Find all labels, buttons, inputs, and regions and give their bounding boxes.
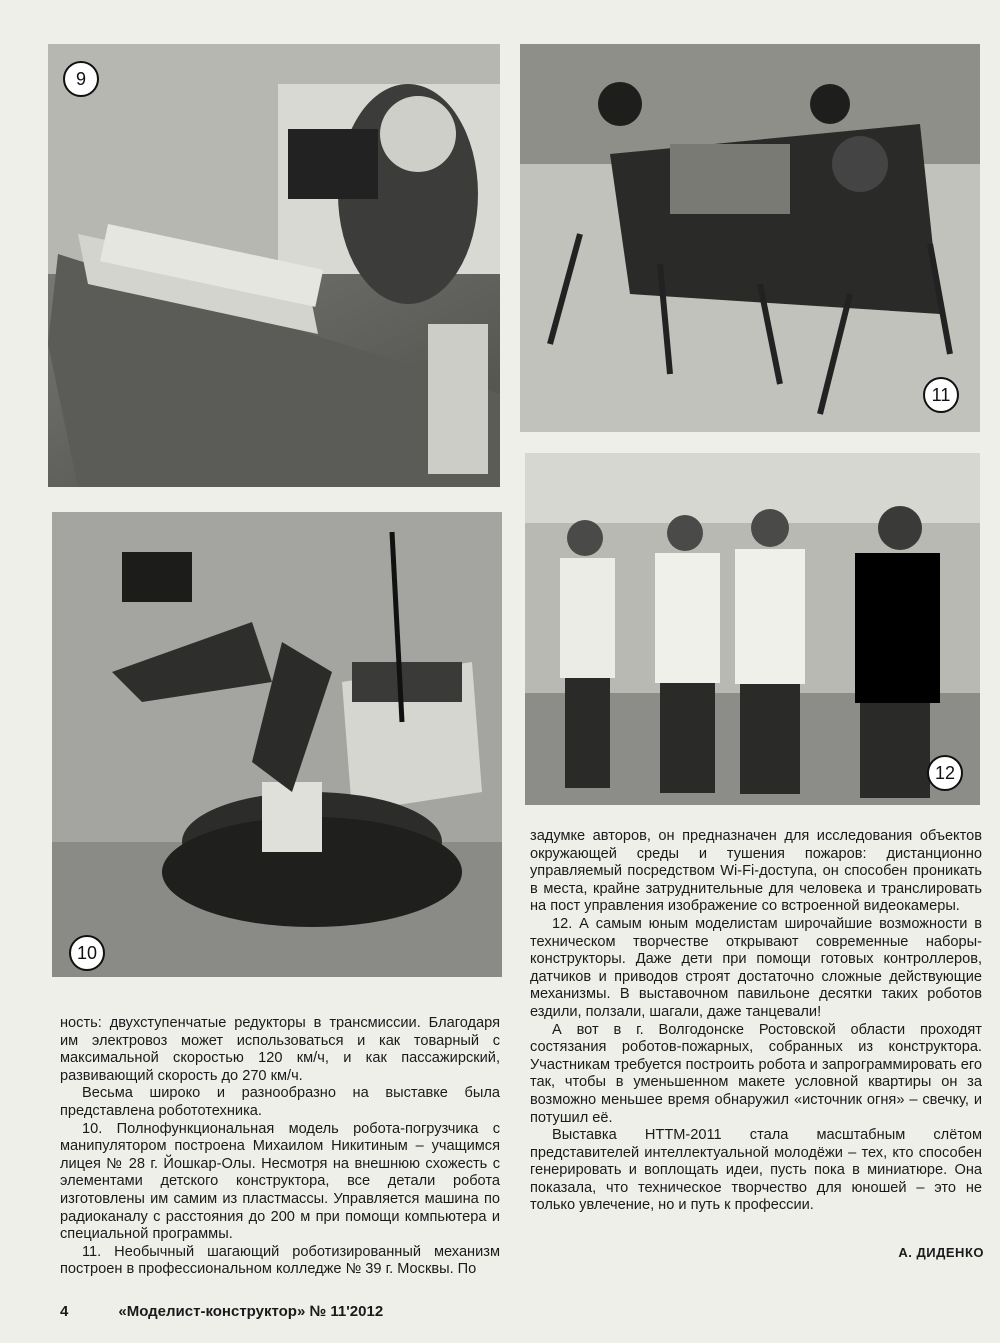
photo-number-badge: 12 (927, 755, 963, 791)
page-number: 4 (60, 1303, 69, 1320)
magazine-title: «Моделист-конструктор» № 11'2012 (118, 1303, 384, 1320)
paragraph: Выставка НТТМ-2011 стала масштабным слётом представителей интеллектуальной молодёжи – тех, кто способен генерировать и воплощать идеи, пусть пока в миниатюре. Она показала, что техническое творчество для юношей – это не только увлечение, но и путь к профессии. (530, 1127, 982, 1214)
photo-number-badge: 9 (63, 61, 99, 97)
page-footer (60, 1303, 383, 1320)
left-text-column (60, 1015, 500, 1279)
paragraph: А вот в г. Волгодонске Ростовской области проходят состязания роботов-пожарных, собранных из конструктора. Участникам требуется построить робота и запрограммировать его так, чтобы в уменьшенном макете условной квартиры он за возможно меньшее время обнаружил «источник огня» – свечку, и потушил её. (530, 1021, 982, 1126)
paragraph: Весьма широко и разнообразно на выставке была представлена робототехника. (60, 1085, 500, 1119)
photo-10-illustration (52, 512, 502, 977)
paragraph: 11. Необычный шагающий роботизированный механизм построен в профессиональном колледже № 39 г. Москвы. По (60, 1243, 500, 1278)
photo-9-train-model (48, 44, 500, 487)
photo-12-robot-kits-team (525, 453, 980, 805)
photo-11-illustration (520, 44, 980, 432)
photo-number-badge: 11 (923, 377, 959, 413)
right-text-column (530, 828, 982, 1215)
photo-11-walking-robot (520, 44, 980, 432)
photo-9-illustration (48, 44, 500, 487)
photo-number-badge: 10 (69, 935, 105, 971)
paragraph: ность: двухступенчатые редукторы в трансмиссии. Благодаря им электровоз может использоваться и как товарный с максимальной скоростью 120 км/ч, и как пассажирский, развивающий скорость до 270 км/ч. (60, 1015, 500, 1084)
paragraph: 12. А самым юным моделистам широчайшие возможности в техническом творчестве открывают современные наборы-конструкторы. Даже дети при помощи готовых контроллеров, датчиков и приводов строят достаточно сложные действующие механизмы. В выставочном павильоне десятки таких роботов ездили, ползали, шагали, даже танцевали! (530, 915, 982, 1020)
author-signature: А. ДИДЕНКО (898, 1245, 984, 1260)
photo-12-illustration (525, 453, 980, 805)
paragraph: 10. Полнофункциональная модель робота-погрузчика с манипулятором построена Михаилом Никитиным – учащимся лицея № 28 г. Йошкар-Олы. Несмотря на внешнюю схожесть с элементами детского конструктора, все детали робота изготовлены им самим из пластмассы. Управляется машина по радиоканалу с расстояния до 200 м при помощи компьютера и специальной программы. (60, 1120, 500, 1243)
photo-10-loader-robot (52, 512, 502, 977)
paragraph: задумке авторов, он предназначен для исследования объектов окружающей среды и тушения пожаров: дистанционно управляемый посредством Wi-Fi-доступа, он способен проникать в места, крайне затруднительные для человека и транслировать на пост управления изображение со встроенной видеокамеры. (530, 828, 982, 915)
